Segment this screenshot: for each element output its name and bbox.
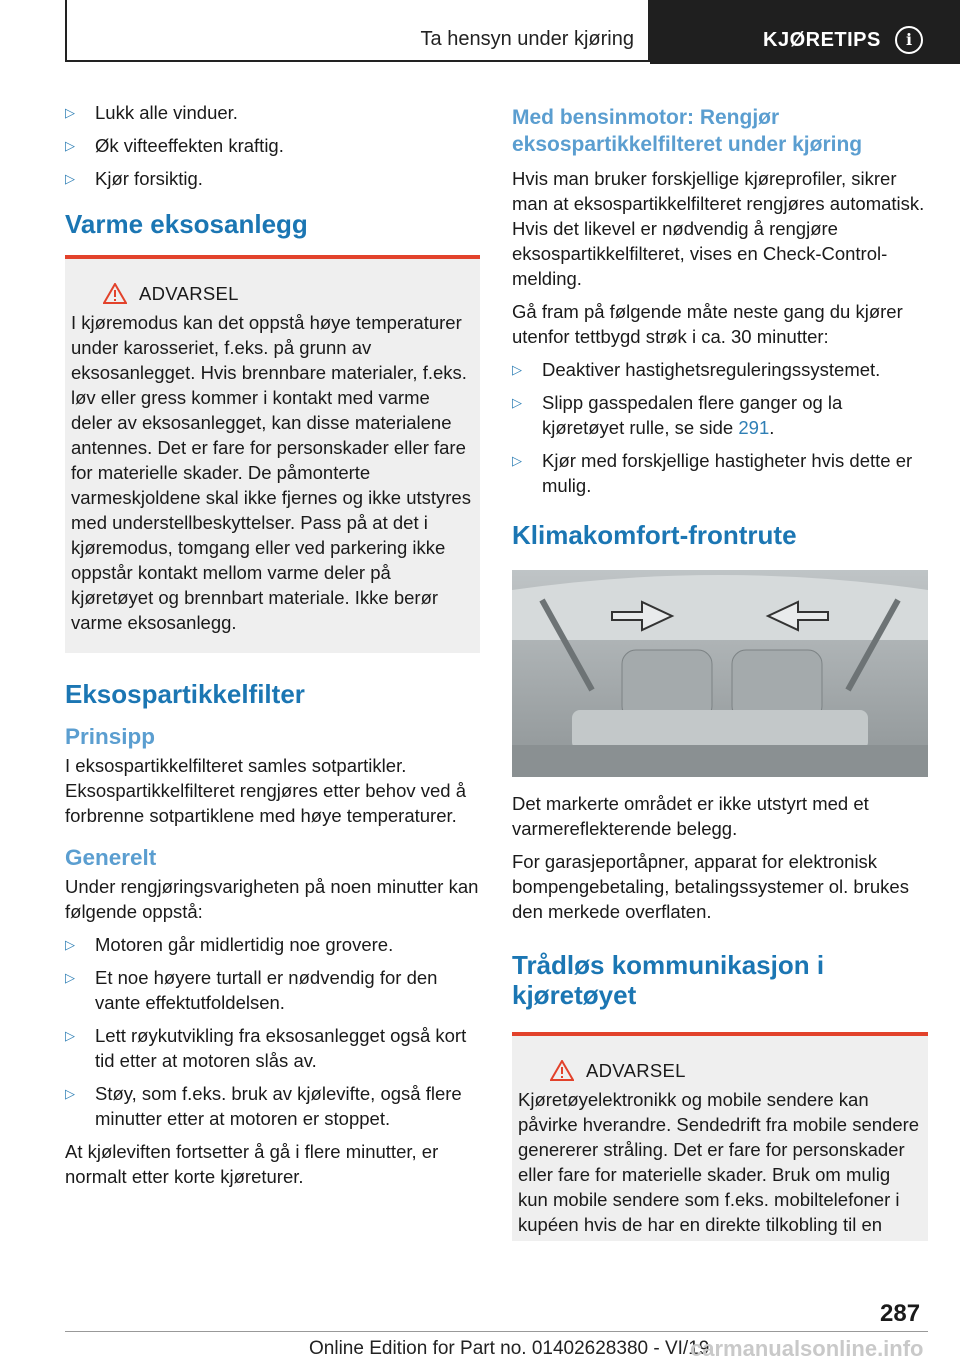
- heading-eksospartikkelfilter: Eksospartikkelfilter: [65, 679, 305, 709]
- warning-title: ADVARSEL: [550, 1058, 922, 1083]
- bullet-triangle-icon: ▷: [65, 937, 75, 952]
- paragraph-prinsipp: I eksospartikkelfilteret samles sotpartikler. Eksospartikkelfilteret rengjøres etter behov ved å forbrenne sotpartiklene med høye temperaturer.: [65, 755, 467, 826]
- heading-prinsipp: Prinsipp: [65, 724, 156, 749]
- heading-bensinmotor: Med bensinmotor: Rengjør eksospartikkelfilteret under kjøring: [512, 106, 863, 156]
- bullet-triangle-icon: ▷: [65, 1086, 75, 1101]
- car-interior-image: [512, 570, 928, 777]
- paragraph-kjolevifte: At kjøleviften fortsetter å gå i flere minutter, er normalt etter korte kjøreturer.: [65, 1141, 439, 1187]
- bullet-triangle-icon: ▷: [65, 105, 75, 120]
- right-column: [512, 104, 928, 1263]
- heading-klimakomfort: Klimakomfort-frontrute: [512, 520, 797, 550]
- list-item: ▷ Deaktiver hastighetsreguleringssystemet.: [512, 359, 881, 380]
- bullet-triangle-icon: ▷: [65, 1028, 75, 1043]
- paragraph-framgang: Gå fram på følgende måte neste gang du kjører utenfor tettbygd strøk i ca. 30 minutter:: [512, 301, 903, 347]
- list-item: ▷ Kjør med forskjellige hastigheter hvis dette er mulig.: [512, 450, 913, 496]
- warning-box: [65, 255, 480, 653]
- warning-box: [512, 1032, 928, 1241]
- footer-divider: [65, 1331, 928, 1332]
- page-header: [0, 0, 960, 66]
- list-item: ▷ Øk vifteeffekten kraftig.: [65, 135, 284, 156]
- heading-varme-eksosanlegg: Varme eksosanlegg: [65, 209, 308, 239]
- heading-generelt: Generelt: [65, 845, 157, 870]
- list-item: ▷ Slipp gasspedalen flere ganger og la kjøretøyet rulle, se side 291.: [512, 392, 843, 438]
- chapter-tab: [650, 0, 960, 64]
- paragraph-generelt: Under rengjøringsvarigheten på noen minutter kan følgende oppstå:: [65, 876, 479, 922]
- warning-text: I kjøremodus kan det oppstå høye temperaturer under karosseriet, f.eks. på grunn av eksosanlegget. Hvis brennbare materialer, f.eks. løv eller gress kommer i kontakt med varme deler av eksosanlegget, kan disse materialene antennes. Det er fare for personskader eller fare for materielle skader. De påmonterte varmeskjoldene skal ikke fjernes og ikke utstyres med understellbeskyttelser. Pass på at det i kjøremodus, tomgang eller ved parkering ikke oppstår kontakt mellom varme deler på kjøretøyet og brennbart materiale. Ikke berør varme eksosanlegg.: [71, 312, 471, 633]
- bullet-triangle-icon: ▷: [512, 453, 522, 468]
- list-item: ▷ Et noe høyere turtall er nødvendig for den vante effektutfoldelsen.: [65, 967, 438, 1013]
- bullet-triangle-icon: ▷: [65, 171, 75, 186]
- list-item: ▷ Kjør forsiktig.: [65, 168, 203, 189]
- bullet-triangle-icon: ▷: [65, 138, 75, 153]
- warning-text: Kjøretøyelektronikk og mobile sendere kan påvirke hverandre. Sendedrift fra mobile sendere genererer stråling. Det er fare for personskader eller fare for materielle skader. Bruk om mulig kun mobile sendere som f.eks. mobiltelefoner i kupéen hvis de har en direkte tilkobling til en: [518, 1089, 920, 1235]
- bullet-triangle-icon: ▷: [512, 395, 522, 410]
- info-icon: i: [895, 26, 923, 54]
- warning-title: ADVARSEL: [103, 281, 474, 306]
- list-item: ▷ Lett røykutvikling fra eksosanlegget også kort tid etter at motoren slås av.: [65, 1025, 467, 1071]
- bullet-triangle-icon: ▷: [65, 970, 75, 985]
- paragraph-kjoreprofiler: Hvis man bruker forskjellige kjøreprofiler, sikrer man at eksospartikkelfilteret rengjøres automatisk. Hvis det likevel er nødvendig å rengjøre eksospartikkelfilteret, vises en Check-Control-melding.: [512, 168, 925, 289]
- warning-triangle-icon: [103, 283, 127, 304]
- section-title: Ta hensyn under kjøring: [420, 28, 634, 50]
- left-column: [65, 100, 480, 1197]
- page-number: 287: [880, 1300, 921, 1327]
- paragraph-garasjeport: For garasjeportåpner, apparat for elektronisk bompengebetaling, betalingssystemer ol. brukes den merkede overflaten.: [512, 851, 909, 922]
- list-item: ▷ Støy, som f.eks. bruk av kjølevifte, også flere minutter etter at motoren er stoppet.: [65, 1083, 462, 1129]
- page-link[interactable]: 291: [738, 417, 770, 438]
- windshield-illustration: [512, 570, 928, 777]
- heading-tradlos: Trådløs kommunikasjon i kjøretøyet: [512, 950, 825, 1010]
- chapter-title: KJØRETIPS: [763, 29, 881, 51]
- edition-text: Online Edition for Part no. 01402628380 - VI/19: [309, 1338, 710, 1359]
- warning-triangle-icon: [550, 1060, 574, 1081]
- list-item: ▷ Motoren går midlertidig noe grovere.: [65, 934, 394, 955]
- list-item: ▷ Lukk alle vinduer.: [65, 102, 238, 123]
- watermark: carmanualsonline.info: [690, 1336, 924, 1361]
- bullet-triangle-icon: ▷: [512, 362, 522, 377]
- section-tab: [65, 0, 650, 62]
- paragraph-markert-omrade: Det markerte området er ikke utstyrt med et varmereflekterende belegg.: [512, 793, 869, 839]
